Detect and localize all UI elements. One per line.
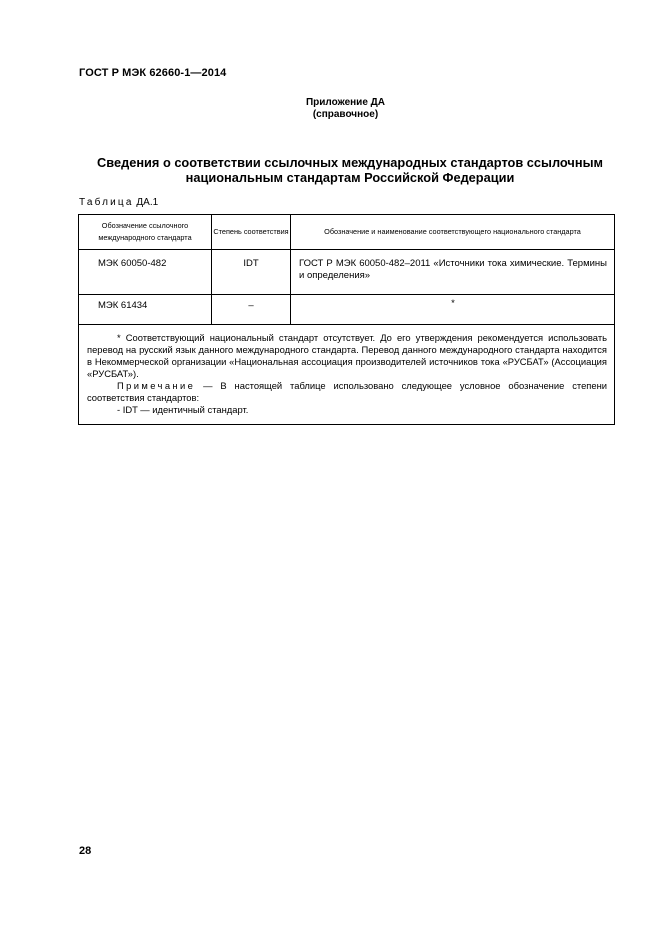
document-header: ГОСТ Р МЭК 62660-1—2014 <box>79 67 227 79</box>
header-intl-standard: Обозначение ссылочного международного стандарта <box>79 215 212 250</box>
cell-national-standard: * <box>291 295 615 325</box>
cell-degree: IDT <box>212 250 291 295</box>
footnote-text: * Соответствующий национальный стандарт отсутствует. До его утверждения рекомендуется использовать перевод на русский язык данного международного стандарта. Перевод данного международного стандарта находится в Некоммерческой организации «Национальная ассоциация производителей источников тока «РУСБАТ» (Ассоциация «РУСБАТ»). <box>87 332 607 379</box>
table-caption <box>79 197 158 208</box>
note-label: Примечание <box>117 380 196 391</box>
table-notes-row <box>79 325 615 425</box>
table-row <box>79 295 615 325</box>
header-degree: Степень соответствия <box>212 215 291 250</box>
legend-item: - IDT — идентичный стандарт. <box>117 404 249 415</box>
cell-intl-standard: МЭК 61434 <box>79 295 212 325</box>
page-number: 28 <box>79 845 92 857</box>
section-title: Сведения о соответствии ссылочных международных стандартов ссылочным национальным стандартам Российской Федерации <box>97 155 603 185</box>
header-national-standard: Обозначение и наименование соответствующего национального стандарта <box>291 215 615 250</box>
table-row <box>79 250 615 295</box>
appendix-type: (справочное) <box>312 109 379 120</box>
table-caption-word: Таблица <box>79 197 134 208</box>
cell-national-standard: ГОСТ Р МЭК 60050-482–2011 «Источники тока химические. Термины и определения» <box>291 250 615 295</box>
appendix-title: Приложение ДА <box>305 97 386 108</box>
table-caption-number: ДА.1 <box>136 197 159 208</box>
appendix-heading <box>0 97 661 121</box>
cell-degree: – <box>212 295 291 325</box>
note-text: — В настоящей таблице использовано следующее условное обозначение степени соответствия стандартов: <box>87 380 607 403</box>
notes-cell <box>79 325 615 425</box>
cell-intl-standard: МЭК 60050-482 <box>79 250 212 295</box>
table-header-row <box>79 215 615 250</box>
standards-table <box>78 214 615 425</box>
note-paragraph <box>87 380 607 404</box>
